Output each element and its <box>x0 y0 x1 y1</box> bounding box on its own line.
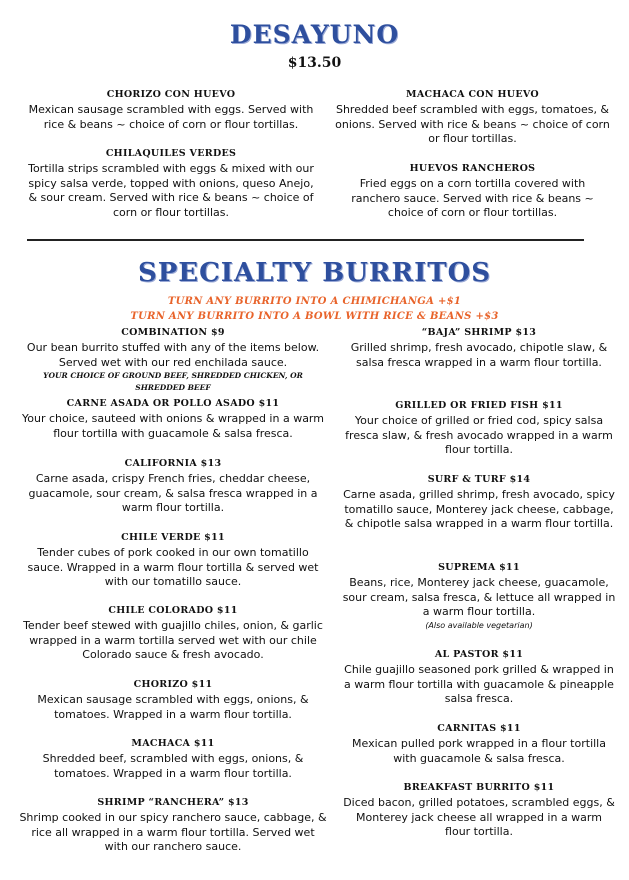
menu-item <box>342 399 616 458</box>
menu-item <box>18 326 328 394</box>
item-description: Grilled shrimp, fresh avocado, chipotle slaw, & salsa fresca wrapped in a warm flour tortilla. <box>350 341 608 369</box>
menu-item <box>18 397 328 441</box>
item-description: Fried eggs on a corn tortilla covered with ranchero sauce. Served with rice & beans ~ choice of corn or flour tortillas. <box>351 177 594 219</box>
menu-item <box>342 326 616 370</box>
item-description: Mexican sausage scrambled with eggs. Served with rice & beans ~ choice of corn or flour tortillas. <box>28 103 314 131</box>
item-description: Your choice of grilled or fried cod, spicy salsa fresca slaw, & fresh avocado wrapped in a warm flour tortilla. <box>345 414 613 456</box>
item-name: SURF & TURF $14 <box>427 474 531 485</box>
item-note: (Also available vegetarian) <box>425 620 533 630</box>
item-name: CHORIZO CON HUEVO <box>106 89 236 100</box>
item-description: Tortilla strips scrambled with eggs & mixed with our spicy salsa verde, topped with onions, queso Anejo, & sour cream. Served with rice & beans ~ choice of corn or flour tortillas. <box>28 162 314 219</box>
item-name: CALIFORNIA $13 <box>124 458 222 469</box>
promo-bowl: TURN ANY BURRITO INTO A BOWL WITH RICE & BEANS +$3 <box>130 311 499 322</box>
item-note: YOUR CHOICE OF GROUND BEEF, SHREDDED CHICKEN, OR SHREDDED BEEF <box>43 371 303 392</box>
burritos-title: SPECIALTY BURRITOS <box>137 258 492 288</box>
item-name: COMBINATION $9 <box>121 327 225 338</box>
item-name: BREAKFAST BURRITO $11 <box>403 782 555 793</box>
item-description: Your choice, sauteed with onions & wrapped in a warm flour tortilla with guacamole & salsa fresca. <box>22 412 324 440</box>
menu-item <box>18 737 328 781</box>
item-description: Beans, rice, Monterey jack cheese, guacamole, sour cream, salsa fresca, & lettuce all wrapped in a warm flour tortilla. <box>342 576 616 618</box>
menu-item <box>342 781 616 840</box>
item-name: CHORIZO $11 <box>133 679 213 690</box>
item-name: SHRIMP “RANCHERA” $13 <box>97 797 249 808</box>
menu-item <box>25 88 317 132</box>
item-description: Chile guajillo seasoned pork grilled & wrapped in a warm flour tortilla with guacamole & pineapple salsa fresca. <box>344 663 614 705</box>
item-description: Mexican sausage scrambled with eggs, onions, & tomatoes. Wrapped in a warm flour tortilla. <box>37 693 309 721</box>
promo-chimichanga: TURN ANY BURRITO INTO A CHIMICHANGA +$1 <box>167 296 462 307</box>
item-description: Shrimp cooked in our spicy ranchero sauce, cabbage, & rice all wrapped in a warm flour tortilla. Served wet with our ranchero sauce. <box>19 811 327 853</box>
item-description: Tender cubes of pork cooked in our own tomatillo sauce. Wrapped in a warm flour tortilla & served wet with our tomatillo sauce. <box>27 546 319 588</box>
menu-item <box>342 473 616 532</box>
menu-item <box>342 648 616 707</box>
menu-item <box>18 457 328 516</box>
menu-item <box>18 604 328 663</box>
item-description: Shredded beef, scrambled with eggs, onions, & tomatoes. Wrapped in a warm flour tortilla. <box>42 752 304 780</box>
menu-item <box>25 147 317 220</box>
item-name: HUEVOS RANCHEROS <box>409 163 536 174</box>
menu-item <box>335 162 610 221</box>
item-description: Diced bacon, grilled potatoes, scrambled eggs, & Monterey jack cheese all wrapped in a warm flour tortilla. <box>343 796 615 838</box>
menu-item <box>18 531 328 590</box>
menu-item <box>342 722 616 766</box>
item-name: AL PASTOR $11 <box>434 649 524 660</box>
menu-item <box>18 796 328 855</box>
item-description: Tender beef stewed with guajillo chiles, onion, & garlic wrapped in a warm tortilla served wet with our chile Colorado sauce & fresh avocado. <box>23 619 323 661</box>
item-name: CARNITAS $11 <box>437 723 521 734</box>
menu-item <box>342 561 616 632</box>
item-name: SUPREMA $11 <box>438 562 520 573</box>
item-description: Carne asada, grilled shrimp, fresh avocado, spicy tomatillo sauce, Monterey jack cheese, cabbage, & chipotle salsa wrapped in a warm flour tortilla. <box>343 488 615 530</box>
item-name: CHILE COLORADO $11 <box>108 605 238 616</box>
item-description: Mexican pulled pork wrapped in a flour tortilla with guacamole & salsa fresca. <box>352 737 606 765</box>
item-name: MACHACA $11 <box>131 738 215 749</box>
item-description: Our bean burrito stuffed with any of the items below. Served wet with our red enchilada sauce. <box>26 341 320 369</box>
item-name: “BAJA” SHRIMP $13 <box>421 327 537 338</box>
item-name: MACHACA CON HUEVO <box>406 89 539 100</box>
item-description: Shredded beef scrambled with eggs, tomatoes, & onions. Served with rice & beans ~ choice of corn or flour tortillas. <box>335 103 610 145</box>
menu-item <box>18 678 328 722</box>
desayuno-price: $13.50 <box>287 55 342 71</box>
item-name: CARNE ASADA OR POLLO ASADO $11 <box>66 398 280 409</box>
section-divider <box>27 239 584 241</box>
item-name: CHILE VERDE $11 <box>121 532 225 543</box>
item-name: CHILAQUILES VERDES <box>105 148 237 159</box>
menu-item <box>335 88 610 147</box>
item-description: Carne asada, crispy French fries, cheddar cheese, guacamole, sour cream, & salsa fresca wrapped in a warm flour tortilla. <box>28 472 318 514</box>
item-name: GRILLED OR FRIED FISH $11 <box>395 400 563 411</box>
desayuno-title: DESAYUNO <box>229 20 400 49</box>
